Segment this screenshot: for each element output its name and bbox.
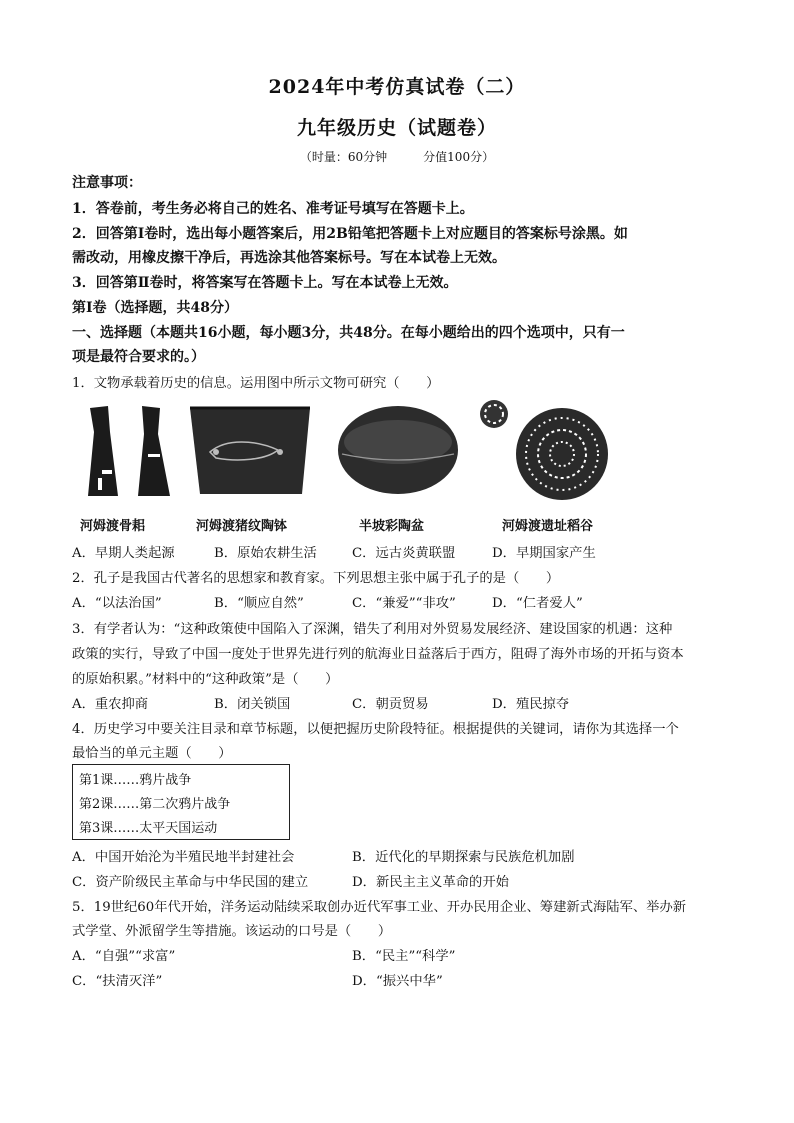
q4-option-c: C．资产阶级民主革命与中华民国的建立 bbox=[72, 875, 309, 890]
notice-heading: 注意事项： bbox=[72, 175, 142, 191]
q5-line-2: 式学堂、外派留学生等措施。该运动的口号是（ ） bbox=[72, 924, 392, 939]
q4-line-1: 4．历史学习中要关注目录和章节标题，以便把握历史阶段特征。根据提供的关键词，请你为其选择一个 bbox=[72, 722, 679, 737]
notice-item-2b: 需改动，用橡皮擦干净后，再选涂其他答案标号。写在本试卷上无效。 bbox=[72, 250, 506, 266]
caption-painted-basin: 半坡彩陶盆 bbox=[359, 519, 425, 534]
q4-catalog-box bbox=[72, 764, 290, 840]
q4-option-b: B．近代化的早期探索与民族危机加剧 bbox=[352, 850, 575, 865]
section-intro-b: 项是最符合要求的。） bbox=[72, 349, 205, 365]
q4-catalog-row: 第1课……鸦片战争 bbox=[79, 773, 192, 788]
q1-option-c: C．远古炎黄联盟 bbox=[352, 546, 456, 561]
bone-spade-image bbox=[84, 400, 180, 500]
section-intro-a: 一、选择题（本题共16小题，每小题3分，共48分。在每小题给出的四个选项中，只有一 bbox=[72, 325, 625, 341]
notice-item-3: 3．回答第Ⅱ卷时，将答案写在答题卡上。写在本试卷上无效。 bbox=[72, 275, 458, 291]
q4-catalog-row: 第2课……第二次鸦片战争 bbox=[79, 797, 231, 812]
q1-stem: 1．文物承载着历史的信息。运用图中所示文物可研究（ ） bbox=[72, 376, 440, 391]
q1-option-d: D．早期国家产生 bbox=[492, 546, 596, 561]
q3-line-3: 的原始积累。”材料中的“这种政策”是（ ） bbox=[72, 672, 339, 687]
q5-option-c: C．“扶清灭洋” bbox=[72, 974, 163, 989]
q3-option-c: C．朝贡贸易 bbox=[352, 697, 429, 712]
painted-pottery-basin-image bbox=[334, 402, 462, 498]
notice-item-2a: 2．回答第Ⅰ卷时，选出每小题答案后，用2B铅笔把答题卡上对应题目的答案标号涂黑。如 bbox=[72, 226, 628, 242]
q2-option-b: B．“顺应自然” bbox=[214, 596, 304, 611]
q4-line-2: 最恰当的单元主题（ ） bbox=[72, 746, 232, 761]
q5-option-b: B．“民主”“科学” bbox=[352, 949, 456, 964]
q4-option-d: D．新民主主义革命的开始 bbox=[352, 875, 509, 890]
q1-option-a: A．早期人类起源 bbox=[72, 546, 175, 561]
q5-option-a: A．“自强”“求富” bbox=[72, 949, 176, 964]
q2-option-a: A．“以法治国” bbox=[72, 596, 162, 611]
q1-option-b: B．原始农耕生活 bbox=[214, 546, 317, 561]
q3-option-d: D．殖民掠夺 bbox=[492, 697, 570, 712]
exam-title: 2024年中考仿真试卷（二） bbox=[268, 76, 526, 98]
caption-rice: 河姆渡遗址稻谷 bbox=[502, 519, 594, 534]
pig-pottery-bowl-image bbox=[186, 402, 314, 498]
q4-catalog-row: 第3课……太平天国运动 bbox=[79, 821, 218, 836]
notice-item-1: 1．答卷前，考生务必将自己的姓名、准考证号填写在答题卡上。 bbox=[72, 201, 474, 217]
q2-stem: 2．孔子是我国古代著名的思想家和教育家。下列思想主张中属于孔子的是（ ） bbox=[72, 571, 560, 586]
q5-option-d: D．“振兴中华” bbox=[352, 974, 443, 989]
q2-option-d: D．“仁者爱人” bbox=[492, 596, 583, 611]
q5-line-1: 5．19世纪60年代开始，洋务运动陆续采取创办近代军事工业、开办民用企业、筹建新式海陆军、举办新 bbox=[72, 900, 687, 915]
q4-option-a: A．中国开始沦为半殖民地半封建社会 bbox=[72, 850, 295, 865]
caption-pig-bowl: 河姆渡猪纹陶钵 bbox=[196, 519, 288, 534]
q3-option-a: A．重农抑商 bbox=[72, 697, 149, 712]
q3-line-2: 政策的实行，导致了中国一度处于世界先进行列的航海业日益落后于西方，阻碍了海外市场的开拓与资本 bbox=[72, 647, 684, 662]
q2-option-c: C．“兼爱”“非攻” bbox=[352, 596, 456, 611]
part-heading: 第Ⅰ卷（选择题，共48分） bbox=[72, 300, 239, 316]
caption-bone-spade: 河姆渡骨耜 bbox=[80, 519, 146, 534]
exam-subtitle: 九年级历史（试题卷） bbox=[296, 117, 497, 139]
exam-meta: （时量：60分钟 分值100分） bbox=[299, 150, 495, 164]
rice-grains-image bbox=[476, 398, 616, 504]
q3-option-b: B．闭关锁国 bbox=[214, 697, 291, 712]
q3-line-1: 3．有学者认为：“这种政策使中国陷入了深渊，错失了利用对外贸易发展经济、建设国家的机遇：这种 bbox=[72, 622, 673, 637]
